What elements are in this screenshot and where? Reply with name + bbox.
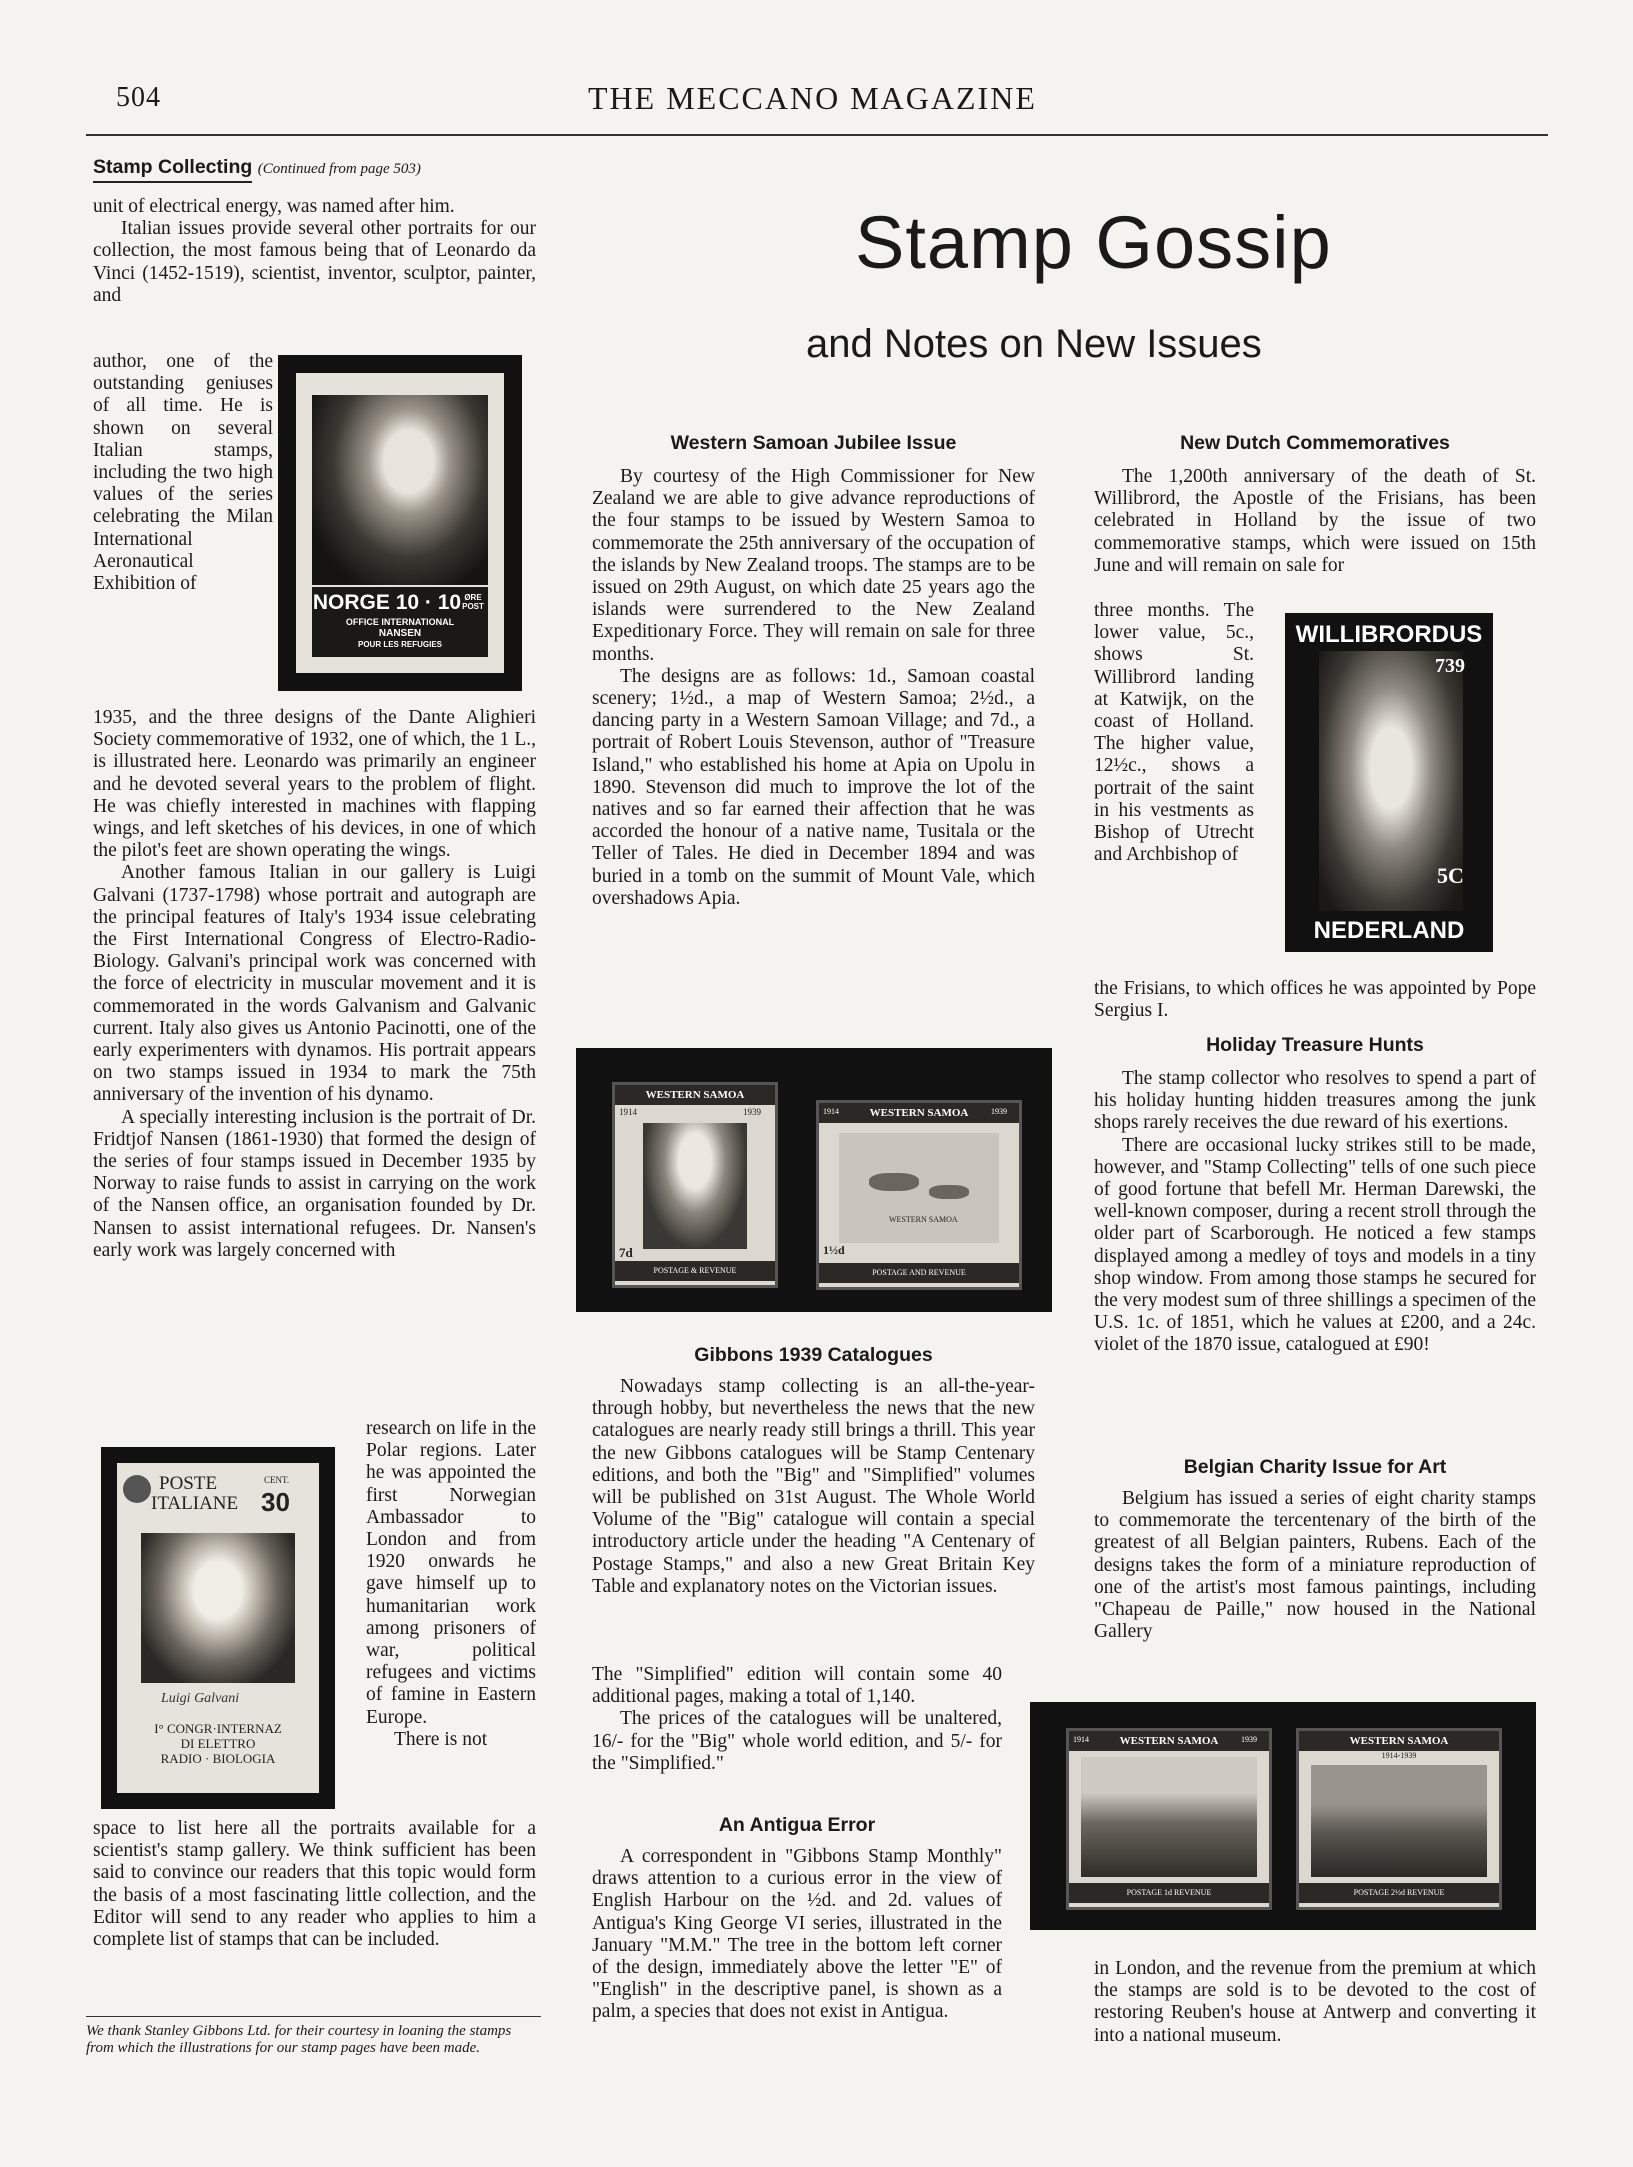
italy-emblem-icon (123, 1475, 151, 1503)
samoa-map-stamp: WESTERN SAMOA 1914 1939 WESTERN SAMOA POSTAGE AND REVENUE 1½d (816, 1100, 1022, 1290)
italy-poste: POSTE (159, 1473, 218, 1494)
italy-italiane: ITALIANE (151, 1493, 239, 1514)
main-subtitle: and Notes on New Issues (806, 322, 1262, 366)
netherlands-top-text: WILLIBRORDUS (1295, 621, 1483, 648)
antigua-heading: An Antigua Error (718, 1814, 876, 1836)
dance-scene (1311, 1765, 1487, 1877)
belgian-heading: Belgian Charity Issue for Art (1183, 1456, 1447, 1478)
samoa-stevenson-stamp: WESTERN SAMOA 1914 1939 POSTAGE & REVENUE 7d (612, 1082, 778, 1288)
norway-value: NORGE 10 · 10 (312, 591, 462, 614)
main-title: Stamp Gossip (855, 201, 1332, 284)
norway-line3: POUR LES REFUGIES (357, 640, 442, 649)
belgian-body-2: in London, and the revenue from the premium at which the stamps are sold is to be devoted to the cost of restoring Reuben's house at Antwerp and converting it into a national museum. (1094, 1958, 1536, 2046)
norway-nansen-stamp (278, 355, 522, 691)
italy-galvani-stamp (101, 1447, 335, 1809)
netherlands-year: 739 (1435, 655, 1465, 677)
left-para-2-wrap: author, one of the outstanding geniuses of all time. He is shown on several Italian stamps, including the two high values of the series celebrating the Milan International Aeronautical Exhibition of (93, 351, 273, 595)
norway-line2: NANSEN (378, 628, 422, 639)
stevenson-portrait (643, 1123, 747, 1249)
norway-ore: ØRE POST (462, 593, 484, 611)
left-para-4b: research on life in the Polar regions. Later he was appointed the first Norwegian Ambassador to London and from 1920 onwards he gave himself up to humanitarian work among prisoners of war, political refugees and victims of famine in Eastern Europe. There is not (366, 1418, 536, 1750)
antigua-body: A correspondent in "Gibbons Stamp Monthly" draws attention to a curious error in the view of English Harbour on the ½d. and 2d. values of Antigua's King George VI series, illustrated in the January "M.M." The tree in the bottom left corner of the design, immediately above the letter "E" of "English" in the descriptive panel, is shown as a palm, a species that does not exist in Antigua. (592, 1846, 1002, 2023)
holiday-heading: Holiday Treasure Hunts (1206, 1034, 1424, 1056)
dutch-body-2: three months. The lower value, 5c., shows St. Willibrord landing at Katwijk, on the coast of Holland. The higher value, 12½c., shows a portrait of the saint in his vestments as Bishop of Utrecht and Archbishop of (1094, 600, 1254, 866)
dutch-body-1: The 1,200th anniversary of the death of St. Willibrord, the Apostle of the Frisians, has been celebrated in Holland by the issue of two commemorative stamps, which were issued on 15th June and will remain on sale for (1094, 466, 1536, 576)
header-rule (86, 134, 1548, 136)
galvani-portrait (141, 1533, 295, 1683)
samoa-map: WESTERN SAMOA (839, 1133, 999, 1243)
continued-note: (Continued from page 503) (257, 161, 421, 177)
nansen-portrait (312, 395, 488, 585)
belgian-body-1: Belgium has issued a series of eight charity stamps to commemorate the tercentenary of the birth of the greatest of all Belgian painters, Rubens. Each of the designs takes the form of a miniature reproduction of one of the artist's most famous paintings, including "Chapeau de Paille," now housed in the National Gallery (1094, 1488, 1536, 1643)
page-number: 504 (116, 82, 161, 113)
samoa-dance-stamp: WESTERN SAMOA 1914-1939 POSTAGE 2½d REVENUE (1296, 1728, 1502, 1910)
coastal-scene (1081, 1757, 1257, 1877)
left-para-2c: 1935, and the three designs of the Dante Alighieri Society commemorative of 1932, one of which, the 1 L., is illustrated here. Leonardo was primarily an engineer and he devoted several years to the problem of flight. He was chiefly interested in machines with flapping wings, and left sketches of his devices, in one of which the pilot's feet are shown operating the wings. Another famous Italian in our gallery is Luigi Galvani (1737-1798) whose portrait and autograph are the principal features of Italy's 1934 issue celebrating the First International Congress of Electro-Radio-Biology. Galvani's principal work was concerned with the force of electricity in muscular movement and it is commemorated in the words Galvanism and Galvanic current. Italy also gives us Antonio Pacinotti, one of the early experimenters with dynamos. His portrait appears on two stamps issued in 1934 to mark the 75th anniversary of the invention of his dynamo. A specially interesting inclusion is the portrait of Dr. Fridtjof Nansen (1861-1930) that formed the design of the series of four stamps issued in December 1935 by Norway to raise funds to assist in carrying on the work of the Nansen office, an organisation founded by Dr. Nansen to assist international refugees. Dr. Nansen's early work was largely concerned with (93, 707, 536, 1261)
samoa-coastal-stamp: WESTERN SAMOA 1914 1939 POSTAGE 1d REVENUE (1066, 1728, 1272, 1910)
samoa-stamps-panel-1 (576, 1048, 1052, 1312)
holiday-body: The stamp collector who resolves to spend a part of his holiday hunting hidden treasures among the junk shops rarely receives the due reward of his exertions. There are occasional lucky strikes still to be made, however, and "Stamp Collecting" tells of one such piece of good fortune that befell Mr. Herman Darewski, the well-known composer, during a recent stroll through the older part of Scarborough. He noticed a few stamps displayed among a medley of toys and models in a tiny shop window. From among those stamps he secured for the very modest sum of three shillings a specimen of the U.S. 1c. of 1851, which he values at £200, and a 24c. violet of the 1870 issue, catalogued at £90! (1094, 1068, 1536, 1356)
footnote: We thank Stanley Gibbons Ltd. for their courtesy in loaning the stamps from which the illustrations for our stamp pages have been made. (86, 2016, 541, 2057)
stamp-collecting-label: Stamp Collecting (93, 156, 252, 183)
dutch-heading: New Dutch Commemoratives (1180, 432, 1450, 454)
gibbons-body-1: Nowadays stamp collecting is an all-the-year-through hobby, but nevertheless the news that the new catalogues are nearly ready still brings a thrill. This year the new Gibbons catalogues will be Stamp Centenary editions, and both the "Big" and "Simplified" volumes will be published on 31st August. The Whole World Volume of the "Big" catalogue will contain a special introductory article under the heading "A Centenary of Postage Stamps," and also a new Great Britain Key Table and explanatory notes on the Victorian issues. (592, 1376, 1035, 1597)
gibbons-heading: Gibbons 1939 Catalogues (694, 1344, 933, 1366)
italy-cent: CENT. (264, 1475, 290, 1485)
norway-line1: OFFICE INTERNATIONAL (345, 617, 455, 627)
netherlands-bottom-text: NEDERLAND (1313, 917, 1465, 944)
italy-value: 30 (261, 1487, 290, 1517)
netherlands-value: 5C (1437, 863, 1464, 888)
netherlands-willibrord-stamp (1285, 613, 1493, 952)
samoa-heading: Western Samoan Jubilee Issue (670, 432, 957, 454)
italy-bottom-text: I° CONGR·INTERNAZ DI ELETTRO RADIO · BIOLOGIA (154, 1721, 282, 1766)
gibbons-body-2: The "Simplified" edition will contain some 40 additional pages, making a total of 1,140. The prices of the catalogues will be unaltered, 16/- for the "Big" whole world edition, and 5/- for the "Simplified." (592, 1664, 1002, 1774)
magazine-title: THE MECCANO MAGAZINE (588, 80, 1037, 116)
left-para-1: unit of electrical energy, was named after him. Italian issues provide several other portraits for our collection, the most famous being that of Leonardo da Vinci (1452-1519), scientist, inventor, sculptor, painter, and (93, 196, 536, 306)
dutch-body-3: the Frisians, to which offices he was appointed by Pope Sergius I. (1094, 978, 1536, 1022)
samoa-stamps-panel-2 (1030, 1702, 1536, 1930)
galvani-signature: Luigi Galvani (161, 1691, 240, 1706)
continued-heading (93, 156, 421, 183)
samoa-body: By courtesy of the High Commissioner for New Zealand we are able to give advance reproductions of the four stamps to be issued by Western Samoa to commemorate the 25th anniversary of the occupation of the islands by New Zealand troops. The stamps are to be issued on 29th August, on which date 25 years ago the islands were surrendered to the New Zealand Expeditionary Force. They will remain on sale for three months. The designs are as follows: 1d., Samoan coastal scenery; 1½d., a map of Western Samoa; 2½d., a dancing party in a Western Samoan Village; and 7d., a portrait of Robert Louis Stevenson, author of "Treasure Island," who established his home at Apia on Upolu in 1890. Stevenson did much to improve the lot of the natives and so far earned their affection that he was accorded the honour of a native name, Tusitala or the Teller of Tales. He died in December 1894 and was buried in a tomb on the summit of Mount Vale, which overshadows Apia. (592, 466, 1035, 909)
left-para-5b: space to list here all the portraits available for a scientist's stamp gallery. We think sufficient has been said to convince our readers that this topic would form the basis of a most fascinating little collection, and the Editor will send to any reader who applies to him a complete list of stamps that can be included. (93, 1818, 536, 1951)
